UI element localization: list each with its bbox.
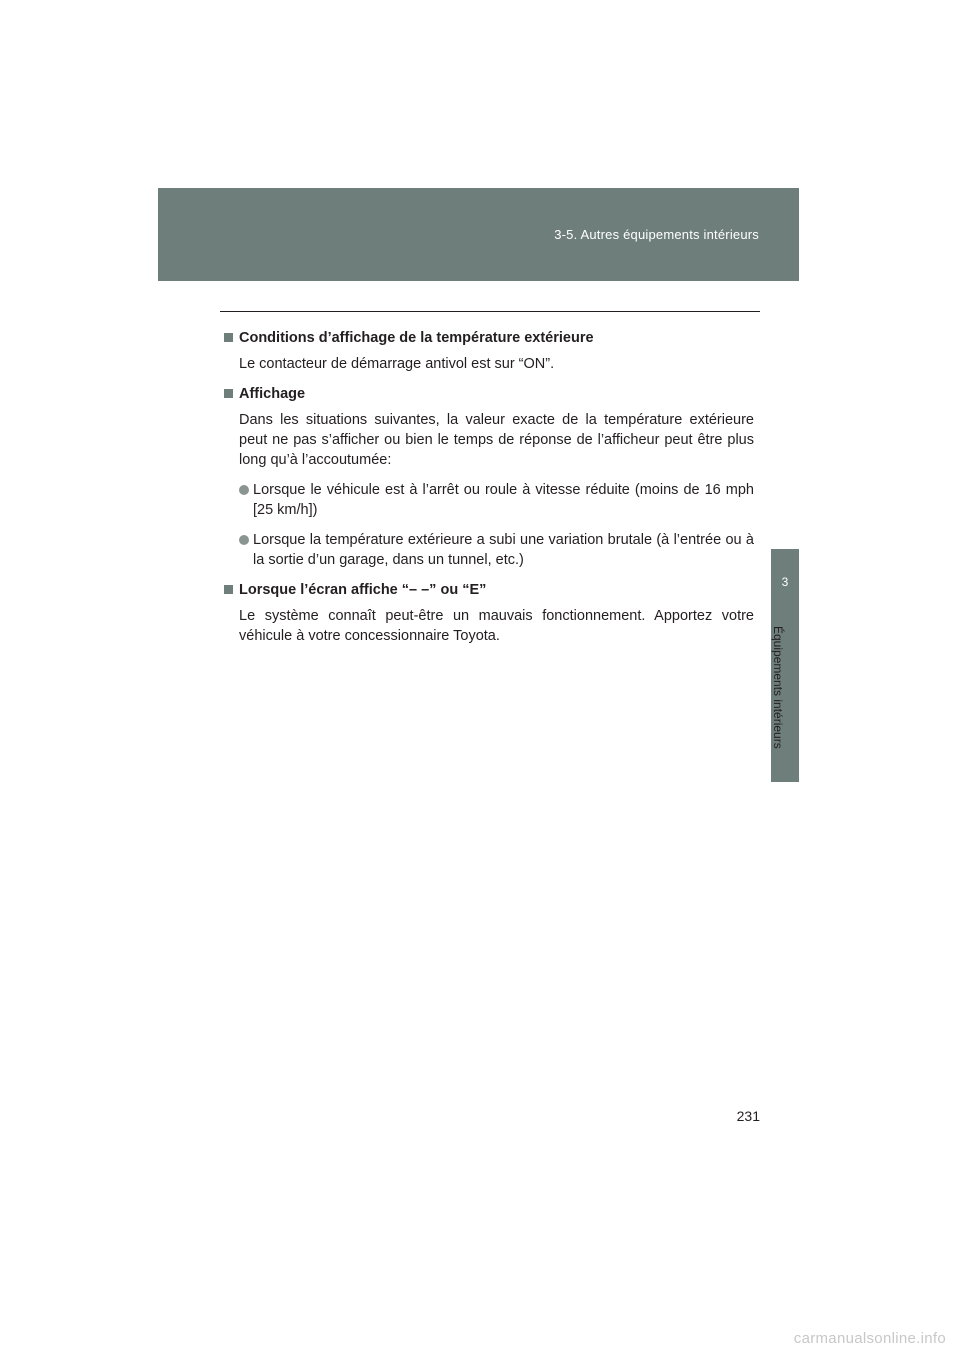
header-band (158, 188, 799, 281)
section-heading (224, 328, 754, 348)
main-content (224, 328, 754, 656)
square-bullet-icon (224, 389, 233, 398)
heading-text: Affichage (239, 386, 306, 402)
square-bullet-icon (224, 585, 233, 594)
chapter-label-container (771, 626, 799, 786)
circle-bullet-icon (239, 485, 249, 495)
page-number: 231 (736, 1108, 760, 1124)
list-item-text: Lorsque le véhicule est à l’arrêt ou roule à vitesse réduite (moins de 16 mph [25 km/h]) (253, 482, 754, 518)
paragraph: Le contacteur de démarrage antivol est sur “ON”. (239, 356, 555, 372)
section-title: 3-5. Autres équipements intérieurs (554, 227, 759, 242)
heading-text: Conditions d’affichage de la température extérieure (239, 330, 594, 346)
top-rule (220, 311, 760, 312)
chapter-number: 3 (781, 575, 789, 589)
list-item-text: Lorsque la température extérieure a subi une variation brutale (à l’entrée ou à la sortie d’un garage, dans un tunnel, etc.) (253, 532, 754, 568)
list-item (239, 530, 754, 570)
paragraph: Le système connaît peut-être un mauvais fonctionnement. Apportez votre véhicule à votre concessionnaire Toyota. (239, 608, 754, 644)
section-heading (224, 580, 754, 600)
paragraph: Dans les situations suivantes, la valeur exacte de la température extérieure peut ne pas s’afficher ou bien le temps de réponse de l’afficheur peut être plus long qu’à l’accoutumée: (239, 412, 754, 468)
section-heading (224, 384, 754, 404)
square-bullet-icon (224, 333, 233, 342)
list-item (239, 480, 754, 520)
watermark: carmanualsonline.info (793, 1330, 946, 1347)
chapter-label: Équipements intérieurs (771, 626, 785, 749)
heading-text: Lorsque l’écran affiche “– –” ou “E” (239, 582, 487, 598)
circle-bullet-icon (239, 535, 249, 545)
